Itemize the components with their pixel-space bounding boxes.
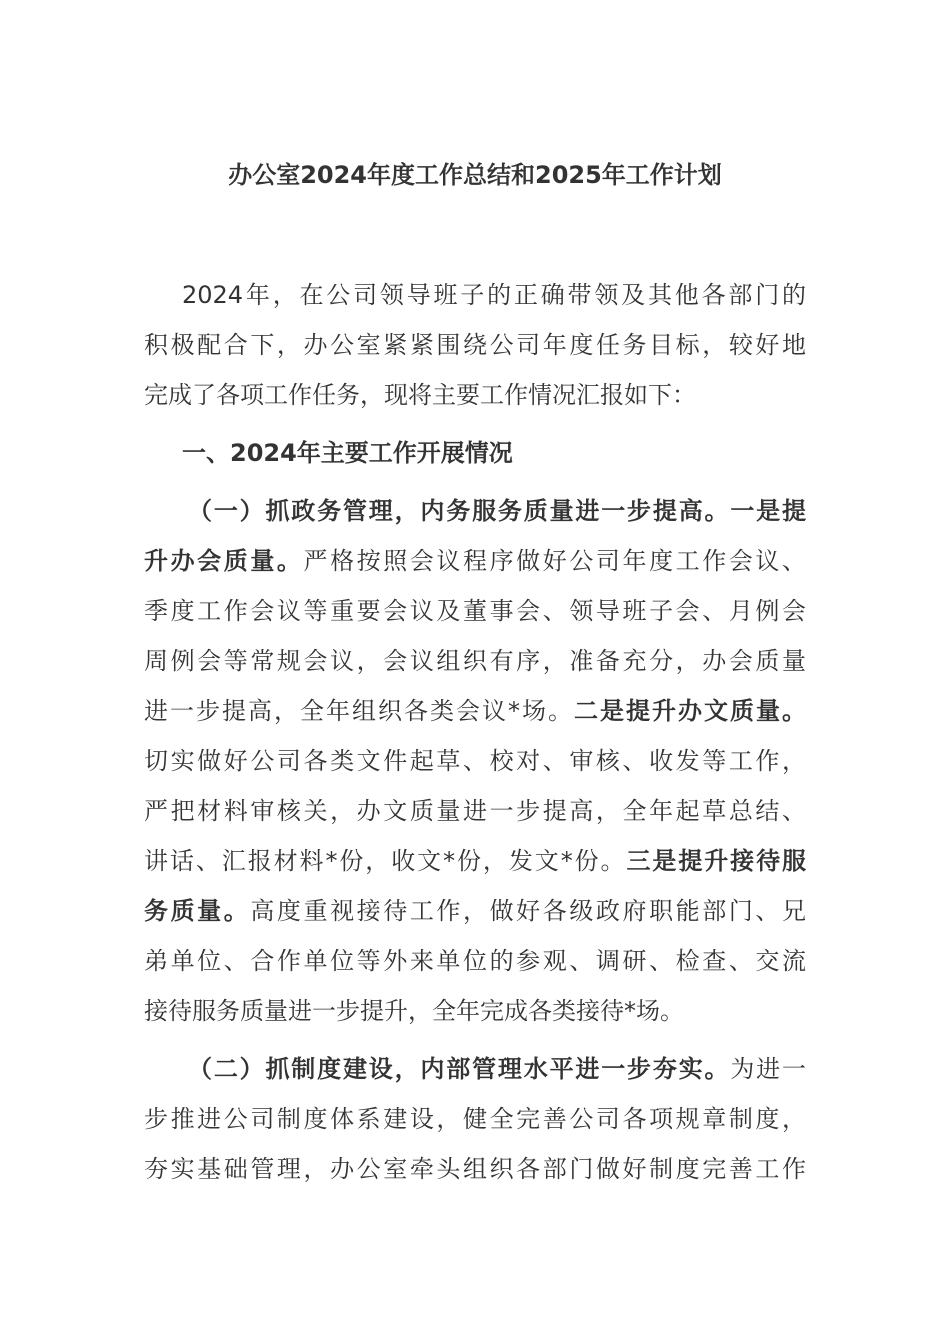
- paragraph-line: 积极配合下，办公室紧紧围绕公司年度任务目标，较好地: [144, 331, 806, 359]
- paragraph-line: [144, 686, 806, 736]
- paragraph-line: 完成了各项工作任务，现将主要工作情况汇报如下：: [144, 381, 696, 409]
- document-body: [144, 270, 806, 1194]
- paragraph-line: 夯实基础管理，办公室牵头组织各部门做好制度完善工作: [144, 1155, 806, 1183]
- paragraph-line: [144, 486, 806, 536]
- plain-text: 为进一: [730, 1055, 807, 1083]
- paragraph-line: [144, 836, 806, 886]
- plain-text: 讲话、汇报材料*份，收文*份，发文*份。: [144, 847, 627, 875]
- section-heading: 一、2024年主要工作开展情况: [182, 439, 513, 467]
- plain-text: 严格按照会议程序做好公司年度工作会议、: [303, 547, 806, 575]
- paragraph-line: 接待服务质量进一步提升，全年完成各类接待*场。: [144, 997, 684, 1025]
- paragraph-line: 弟单位、合作单位等外来单位的参观、调研、检查、交流: [144, 947, 806, 975]
- bold-text: （二）抓制度建设，内部管理水平进一步夯实。: [188, 1055, 731, 1083]
- paragraph-line: 严把材料审核关，办文质量进一步提高，全年起草总结、: [144, 797, 806, 825]
- paragraph-line: [144, 536, 806, 586]
- paragraph-2: [144, 1044, 806, 1194]
- plain-text: 高度重视接待工作，做好各级政府职能部门、兄: [250, 897, 807, 925]
- paragraph-line: [144, 1044, 806, 1094]
- bold-text: 二是提升办文质量。: [574, 697, 806, 725]
- bold-text: （一）抓政务管理，内务服务质量进一步提高。一是提: [188, 497, 806, 525]
- bold-text: 务质量。: [144, 897, 251, 925]
- paragraph-line: 季度工作会议等重要会议及董事会、领导班子会、月例会: [144, 597, 806, 625]
- plain-text: 进一步提高，全年组织各类会议*场。: [144, 697, 574, 725]
- paragraph-line: 周例会等常规会议，会议组织有序，准备充分，办会质量: [144, 647, 806, 675]
- bold-text: 三是提升接待服: [626, 847, 807, 875]
- paragraph-line: 步推进公司制度体系建设，健全完善公司各项规章制度，: [144, 1105, 806, 1133]
- document-title: 办公室2024年度工作总结和2025年工作计划: [228, 161, 722, 189]
- paragraph-line: 2024年，在公司领导班子的正确带领及其他各部门的: [182, 281, 806, 309]
- bold-text: 升办会质量。: [144, 547, 304, 575]
- paragraph-line: 切实做好公司各类文件起草、校对、审核、收发等工作，: [144, 747, 806, 775]
- paragraph-1: [144, 486, 806, 1036]
- paragraph-line: [144, 886, 806, 936]
- intro-paragraph: [144, 270, 806, 420]
